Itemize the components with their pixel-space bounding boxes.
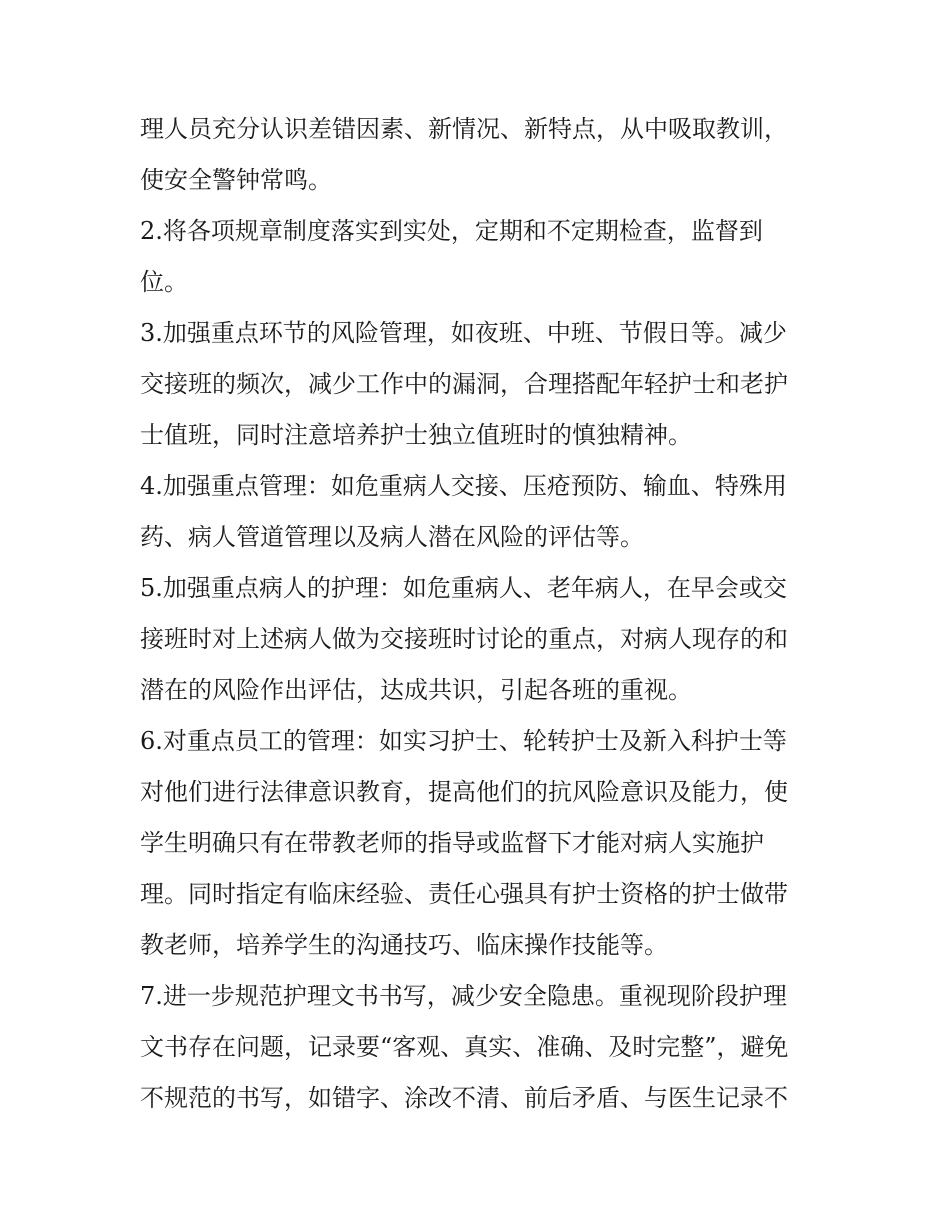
text-line: 士值班，同时注意培养护士独立值班时的慎独精神。 — [140, 421, 692, 449]
text-line: 对他们进行法律意识教育，提高他们的抗风险意识及能力，使 — [140, 778, 788, 806]
text-line: 文书存在问题，记录要“客观、真实、准确、及时完整”，避免 — [140, 1033, 789, 1061]
text-line: 接班时对上述病人做为交接班时讨论的重点，对病人现存的和 — [140, 625, 788, 653]
text-line: 不规范的书写，如错字、涂改不清、前后矛盾、与医生记录不 — [140, 1084, 788, 1112]
text-line: 教老师，培养学生的沟通技巧、临床操作技能等。 — [140, 931, 668, 959]
body-text — [140, 104, 820, 1124]
text-line: 潜在的风险作出评估，达成共识，引起各班的重视。 — [140, 676, 692, 704]
text-line: 5.加强重点病人的护理：如危重病人、老年病人，在早会或交 — [140, 574, 787, 602]
text-line: 4.加强重点管理：如危重病人交接、压疮预防、输血、特殊用 — [140, 472, 787, 500]
text-line: 交接班的频次，减少工作中的漏洞，合理搭配年轻护士和老护 — [140, 370, 788, 398]
text-line: 理人员充分认识差错因素、新情况、新特点，从中吸取教训， — [140, 115, 788, 143]
text-line: 理。同时指定有临床经验、责任心强具有护士资格的护士做带 — [140, 880, 788, 908]
text-line: 7.进一步规范护理文书书写，减少安全隐患。重视现阶段护理 — [140, 982, 787, 1010]
text-line: 位。 — [140, 268, 188, 296]
text-line: 2.将各项规章制度落实到实处，定期和不定期检查，监督到 — [140, 217, 763, 245]
text-line: 3.加强重点环节的风险管理，如夜班、中班、节假日等。减少 — [140, 319, 787, 347]
text-line: 药、病人管道管理以及病人潜在风险的评估等。 — [140, 523, 644, 551]
text-line: 学生明确只有在带教老师的指导或监督下才能对病人实施护 — [140, 829, 764, 857]
text-line: 使安全警钟常鸣。 — [140, 166, 332, 194]
text-line: 6.对重点员工的管理：如实习护士、轮转护士及新入科护士等 — [140, 727, 787, 755]
